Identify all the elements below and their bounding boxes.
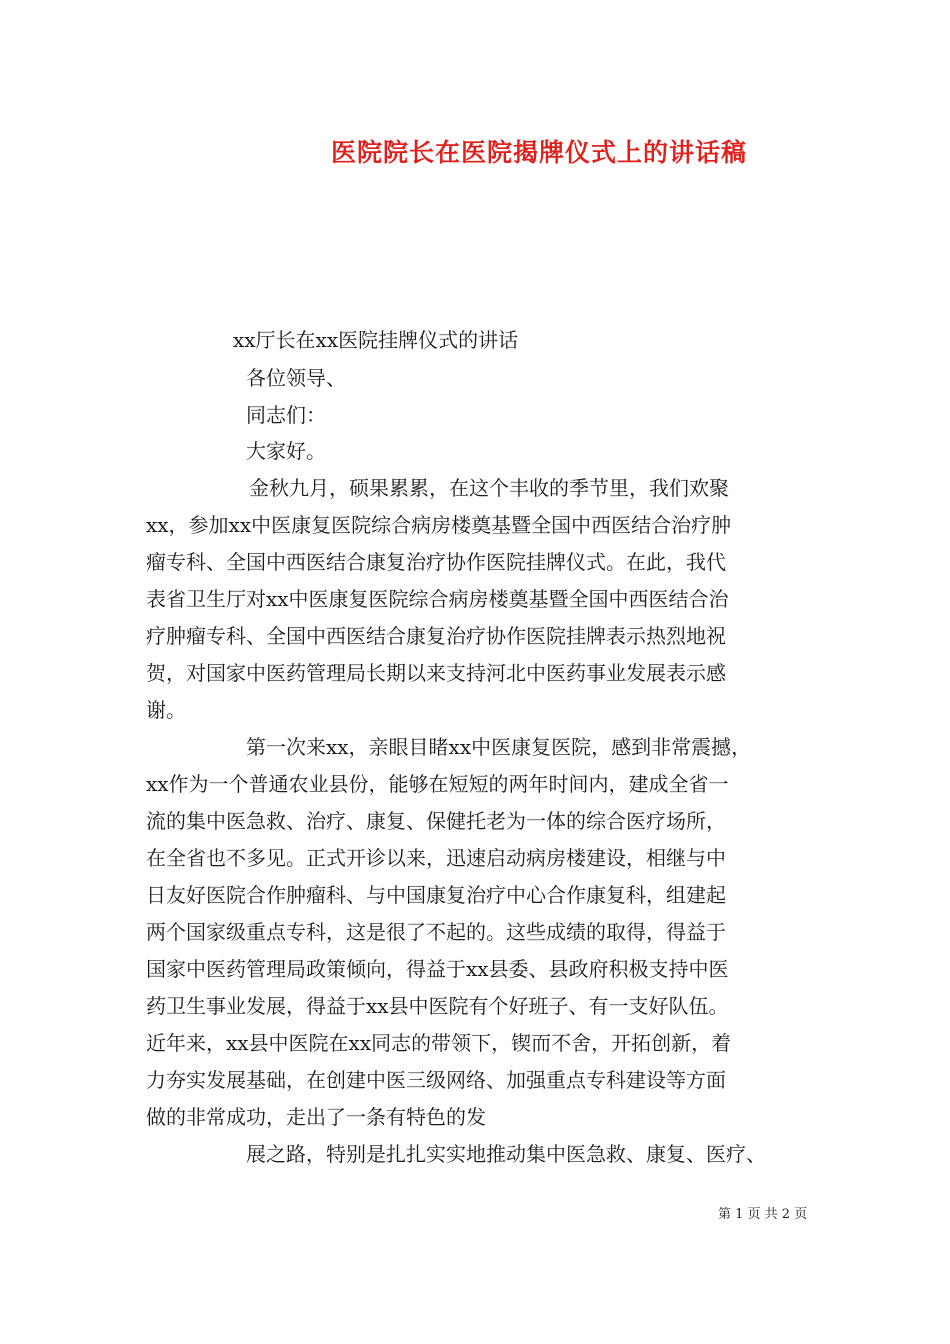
text-line: 国家中医药管理局政策倾向，得益于xx县委、县政府积极支持中医 bbox=[146, 957, 729, 981]
text-line: 谢。 bbox=[146, 698, 186, 722]
text-line: 展之路，特别是扎扎实实地推动集中医急救、康复、医疗、 bbox=[246, 1142, 766, 1166]
text-line: 表省卫生厅对xx中医康复医院综合病房楼奠基暨全国中西医结合治 bbox=[146, 587, 729, 611]
text-line: 药卫生事业发展，得益于xx县中医院有个好班子、有一支好队伍。 bbox=[146, 994, 729, 1018]
text-line: 流的集中医急救、治疗、康复、保健托老为一体的综合医疗场所， bbox=[146, 809, 726, 833]
text-line: 贺，对国家中医药管理局长期以来支持河北中医药事业发展表示感 bbox=[146, 661, 726, 685]
text-line: xx，参加xx中医康复医院综合病房楼奠基暨全国中西医结合治疗肿 bbox=[146, 513, 732, 537]
text-line: 金秋九月，硕果累累，在这个丰收的季节里，我们欢聚 bbox=[249, 476, 729, 500]
text-line: 疗肿瘤专科、全国中西医结合康复治疗协作医院挂牌表示热烈地祝 bbox=[146, 624, 726, 648]
page-number: 第 1 页 共 2 页 bbox=[718, 1207, 808, 1222]
document-title: 医院院长在医院揭牌仪式上的讲话稿 bbox=[330, 138, 747, 167]
text-line: 做的非常成功，走出了一条有特色的发 bbox=[146, 1105, 486, 1129]
text-line: 各位领导、 bbox=[246, 366, 346, 390]
text-line: xx厅长在xx医院挂牌仪式的讲话 bbox=[233, 328, 519, 352]
text-line: 瘤专科、全国中西医结合康复治疗协作医院挂牌仪式。在此，我代 bbox=[146, 550, 726, 574]
text-line: 同志们： bbox=[246, 403, 326, 427]
text-line: 大家好。 bbox=[246, 439, 326, 463]
text-line: 近年来，xx县中医院在xx同志的带领下，锲而不舍，开拓创新，着 bbox=[146, 1031, 732, 1055]
text-line: 在全省也不多见。正式开诊以来，迅速启动病房楼建设，相继与中 bbox=[146, 846, 726, 870]
text-line: 两个国家级重点专科，这是很了不起的。这些成绩的取得，得益于 bbox=[146, 920, 726, 944]
text-line: 第一次来xx，亲眼目睹xx中医康复医院，感到非常震撼， bbox=[246, 735, 752, 759]
text-line: 日友好医院合作肿瘤科、与中国康复治疗中心合作康复科，组建起 bbox=[146, 883, 726, 907]
text-line: 力夯实发展基础，在创建中医三级网络、加强重点专科建设等方面 bbox=[146, 1068, 726, 1092]
text-line: xx作为一个普通农业县份，能够在短短的两年时间内，建成全省一 bbox=[146, 772, 729, 796]
